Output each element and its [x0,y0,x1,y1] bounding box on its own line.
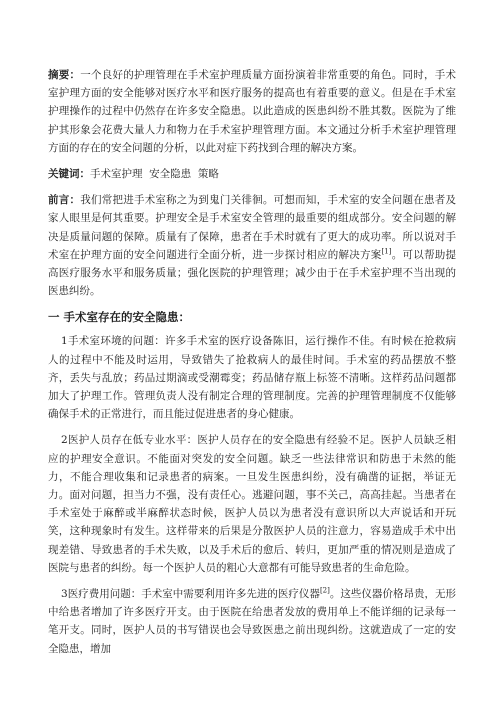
preface-text-b: 。可以帮助提高医疗服务水平和服务质量；强化医院的护理管理；减少由于在手术室护理不当出现的医患纠纷。 [48,248,457,298]
preface-label: 前言： [48,194,81,207]
abstract-paragraph [48,66,456,157]
preface-citation: [1] [381,247,392,256]
paragraph-3-citation: [2] [319,586,330,595]
body-paragraph-3 [48,585,456,658]
preface-text-a: 我们常把进手术室称之为到鬼门关徘徊。可想而知，手术室的安全问题在患者及家人眼里是何其重要。护理安全是手术室安全管理的最重要的组成部分。安全问题的解决是质量问题的保障。质量有了保障，患者在手术时就有了更大的成功率。所以说对手术室在护理方面的安全问题进行全面分析，进一步探讨相应的解决方案 [48,194,457,261]
body-paragraph-1: 1手术室环境的问题：许多手术室的医疗设备陈旧，运行操作不佳。有时候在抢救病人的过程中不能及时运用，导致错失了抢救病人的最佳时间。手术室的药品摆放不整齐，丢失与乱放；药品过期滴或受潮霉变；药品储存瓶上标签不清晰。这样药品问题都加大了护理工作。管理负责人没有制定合理的管理制度。完善的护理管理制度不仅能够确保手术的正常进行，而且能过促进患者的身心健康。 [48,335,456,421]
section-heading: 一 手术室存在的安全隐患： [48,310,191,325]
body-paragraph-2: 2医护人员存在低专业水平：医护人员存在的安全隐患有经验不足。医护人员缺乏相应的护理安全意识。不能面对突发的安全问题。缺乏一些法律常识和防患于未然的能力，不能合理收集和记录患者的病案。一旦发生医患纠纷，没有确凿的证据，举证无力。面对问题，担当力不强，没有责任心。逃避问题，事不关己，高高挂起。当患者在手术室处于麻醉或半麻醉状态时候，医护人员以为患者没有意识所以大声说话和开玩笑，这种现象时有发生。这样带来的后果是分散医护人员的注意力，容易造成手术中出现差错、导致患者的手术失败，以及手术后的愈后、转归，更加严重的情况则是造成了医院与患者的纠纷。每一个医护人员的粗心大意都有可能导致患者的生命危险。 [48,434,456,574]
abstract-text: 一个良好的护理管理在手术室护理质量方面扮演着非常重要的角色。同时，手术室护理方面的安全能够对医疗水平和医疗服务的提高也有着重要的意义。但是在手术室护理操作的过程中仍然存在许多安全隐患。以此造成的医患纠纷不胜其数。医院为了维护其形象会花费大量人力和物力在手术室护理管理方面。本文通过分析手术室护理管理方面的存在的安全问题的分析，以此对症下药找到合理的解决方案。 [48,69,457,154]
keywords-paragraph [48,165,456,183]
preface-paragraph [48,191,456,300]
paragraph-3-text-b: 。这些仪器价格昂贵，无形中给患者增加了许多医疗开支。由于医院在给患者发放的费用单上不能详细的记录每一笔开支。同时，医护人员的书写错误也会导致医患之前出现纠纷。这就造成了一定的安全隐患，增加 [48,588,457,655]
document-page [48,66,456,658]
paragraph-3-text-a: 3医疗费用问题：手术室中需要利用许多先进的医疗仪器 [61,588,320,601]
keywords-label: 关键词： [48,168,90,181]
keywords-text: 手术室护理 安全隐患 策略 [90,168,219,181]
abstract-label: 摘要： [48,69,81,81]
